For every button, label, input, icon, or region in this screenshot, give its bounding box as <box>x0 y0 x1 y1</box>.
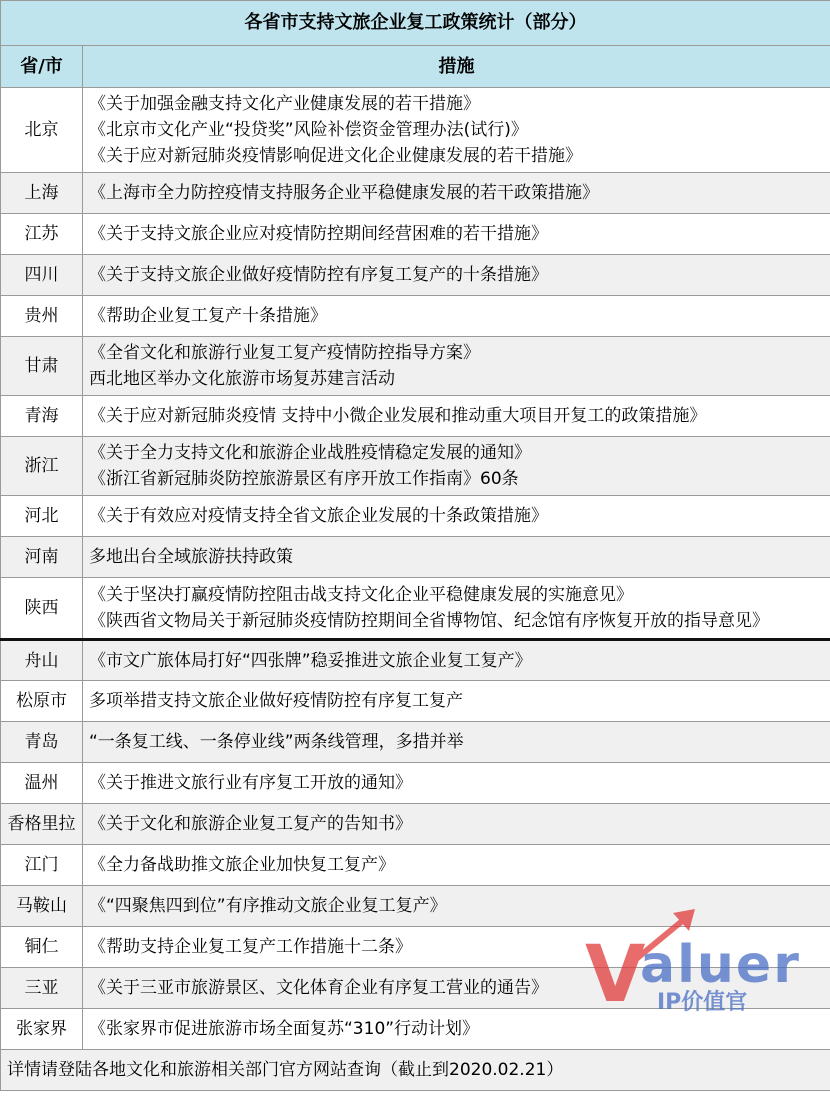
table-row <box>1 496 830 537</box>
measure-line: 多地出台全域旅游扶持政策 <box>89 547 293 567</box>
measure-line: 《陕西省文物局关于新冠肺炎疫情防控期间全省博物馆、纪念馆有序恢复开放的指导意见》 <box>89 611 769 631</box>
table-footer-note: 详情请登陆各地文化和旅游相关部门官方网站查询（截止到2020.02.21） <box>1 1050 830 1091</box>
measures-cell <box>83 255 830 296</box>
province-cell: 舟山 <box>1 640 83 681</box>
province-cell: 铜仁 <box>1 927 83 968</box>
measure-line: 《帮助企业复工复产十条措施》 <box>89 306 327 326</box>
measure-line: 《关于支持文旅企业做好疫情防控有序复工复产的十条措施》 <box>89 265 548 285</box>
province-cell: 香格里拉 <box>1 804 83 845</box>
table-row <box>1 886 830 927</box>
province-cell: 甘肃 <box>1 337 83 396</box>
province-cell: 河南 <box>1 537 83 578</box>
column-header-measures: 措施 <box>83 46 830 88</box>
watermark-subtitle: IP价值官 <box>657 990 748 1015</box>
province-cell: 北京 <box>1 88 83 173</box>
measure-line: 《关于有效应对疫情支持全省文旅企业发展的十条政策措施》 <box>89 506 548 526</box>
measures-cell <box>83 804 830 845</box>
measures-cell <box>83 1009 830 1050</box>
measures-cell <box>83 437 830 496</box>
table-row <box>1 640 830 681</box>
measure-line: 《市文广旅体局打好“四张牌”稳妥推进文旅企业复工复产》 <box>89 650 532 671</box>
province-cell: 青海 <box>1 396 83 437</box>
measure-line: 《关于推进文旅行业有序复工开放的通知》 <box>89 773 412 793</box>
measure-line: 《关于应对新冠肺炎疫情影响促进文化企业健康发展的若干措施》 <box>89 146 582 166</box>
province-cell: 河北 <box>1 496 83 537</box>
table-body <box>1 88 830 1050</box>
province-cell: 青岛 <box>1 722 83 763</box>
measures-cell <box>83 296 830 337</box>
table-row <box>1 845 830 886</box>
measures-cell <box>83 763 830 804</box>
province-cell: 贵州 <box>1 296 83 337</box>
province-cell: 松原市 <box>1 681 83 722</box>
watermark-brand-text: aluer <box>640 935 801 995</box>
province-cell: 四川 <box>1 255 83 296</box>
province-cell: 江门 <box>1 845 83 886</box>
measure-line: 《关于支持文旅企业应对疫情防控期间经营困难的若干措施》 <box>89 224 548 244</box>
measures-cell <box>83 396 830 437</box>
measures-cell <box>83 681 830 722</box>
province-cell: 三亚 <box>1 968 83 1009</box>
table-row <box>1 255 830 296</box>
measure-line: 西北地区举办文化旅游市场复苏建言活动 <box>89 369 395 389</box>
measure-line: 《上海市全力防控疫情支持服务企业平稳健康发展的若干政策措施》 <box>89 183 599 203</box>
table-row <box>1 804 830 845</box>
measures-cell <box>83 968 830 1009</box>
measure-line: 《关于三亚市旅游景区、文化体育企业有序复工营业的通告》 <box>89 978 548 998</box>
province-cell: 陕西 <box>1 578 83 640</box>
measures-cell <box>83 640 830 681</box>
table-row <box>1 296 830 337</box>
table-row <box>1 437 830 496</box>
measures-cell <box>83 214 830 255</box>
watermark-letter-v: V <box>585 930 642 1020</box>
table-row <box>1 1009 830 1050</box>
measure-line: 多项举措支持文旅企业做好疫情防控有序复工复产 <box>89 691 463 711</box>
measure-line: 《全省文化和旅游行业复工复产疫情防控指导方案》 <box>89 343 480 363</box>
province-cell: 江苏 <box>1 214 83 255</box>
measure-line: 《张家界市促进旅游市场全面复苏“310”行动计划》 <box>89 1019 480 1039</box>
measures-cell <box>83 537 830 578</box>
measures-cell <box>83 88 830 173</box>
table-row <box>1 927 830 968</box>
province-cell: 温州 <box>1 763 83 804</box>
table-title: 各省市支持文旅企业复工政策统计（部分） <box>1 1 830 46</box>
measures-cell <box>83 845 830 886</box>
measures-cell <box>83 722 830 763</box>
table-row <box>1 578 830 640</box>
measure-line: 《帮助支持企业复工复产工作措施十二条》 <box>89 937 412 957</box>
measure-line: 《浙江省新冠肺炎防控旅游景区有序开放工作指南》60条 <box>89 469 519 489</box>
province-cell: 张家界 <box>1 1009 83 1050</box>
measures-cell <box>83 496 830 537</box>
measure-line: 《关于文化和旅游企业复工复产的告知书》 <box>89 814 412 834</box>
table-row <box>1 214 830 255</box>
table-row <box>1 763 830 804</box>
measure-line: 《“四聚焦四到位”有序推动文旅企业复工复产》 <box>89 896 447 916</box>
measure-line: 《北京市文化产业“投贷奖”风险补偿资金管理办法(试行)》 <box>89 120 528 140</box>
measure-line: 《全力备战助推文旅企业加快复工复产》 <box>89 855 395 875</box>
measure-line: “一条复工线、一条停业线”两条线管理，多措并举 <box>89 732 464 752</box>
table-row <box>1 173 830 214</box>
province-cell: 浙江 <box>1 437 83 496</box>
measures-cell <box>83 578 830 640</box>
measure-line: 《关于坚决打赢疫情防控阻击战支持文化企业平稳健康发展的实施意见》 <box>89 585 633 605</box>
province-cell: 上海 <box>1 173 83 214</box>
province-cell: 马鞍山 <box>1 886 83 927</box>
table-row <box>1 396 830 437</box>
measures-cell <box>83 886 830 927</box>
table-row <box>1 681 830 722</box>
table-row <box>1 722 830 763</box>
column-header-province: 省/市 <box>1 46 83 88</box>
measures-cell <box>83 927 830 968</box>
measures-cell <box>83 173 830 214</box>
measures-cell <box>83 337 830 396</box>
table-row <box>1 88 830 173</box>
table-row <box>1 537 830 578</box>
table-row <box>1 968 830 1009</box>
measure-line: 《关于加强金融支持文化产业健康发展的若干措施》 <box>89 94 480 114</box>
table-row <box>1 337 830 396</box>
measure-line: 《关于应对新冠肺炎疫情 支持中小微企业发展和推动重大项目开复工的政策措施》 <box>89 406 707 426</box>
measure-line: 《关于全力支持文化和旅游企业战胜疫情稳定发展的通知》 <box>89 443 531 463</box>
